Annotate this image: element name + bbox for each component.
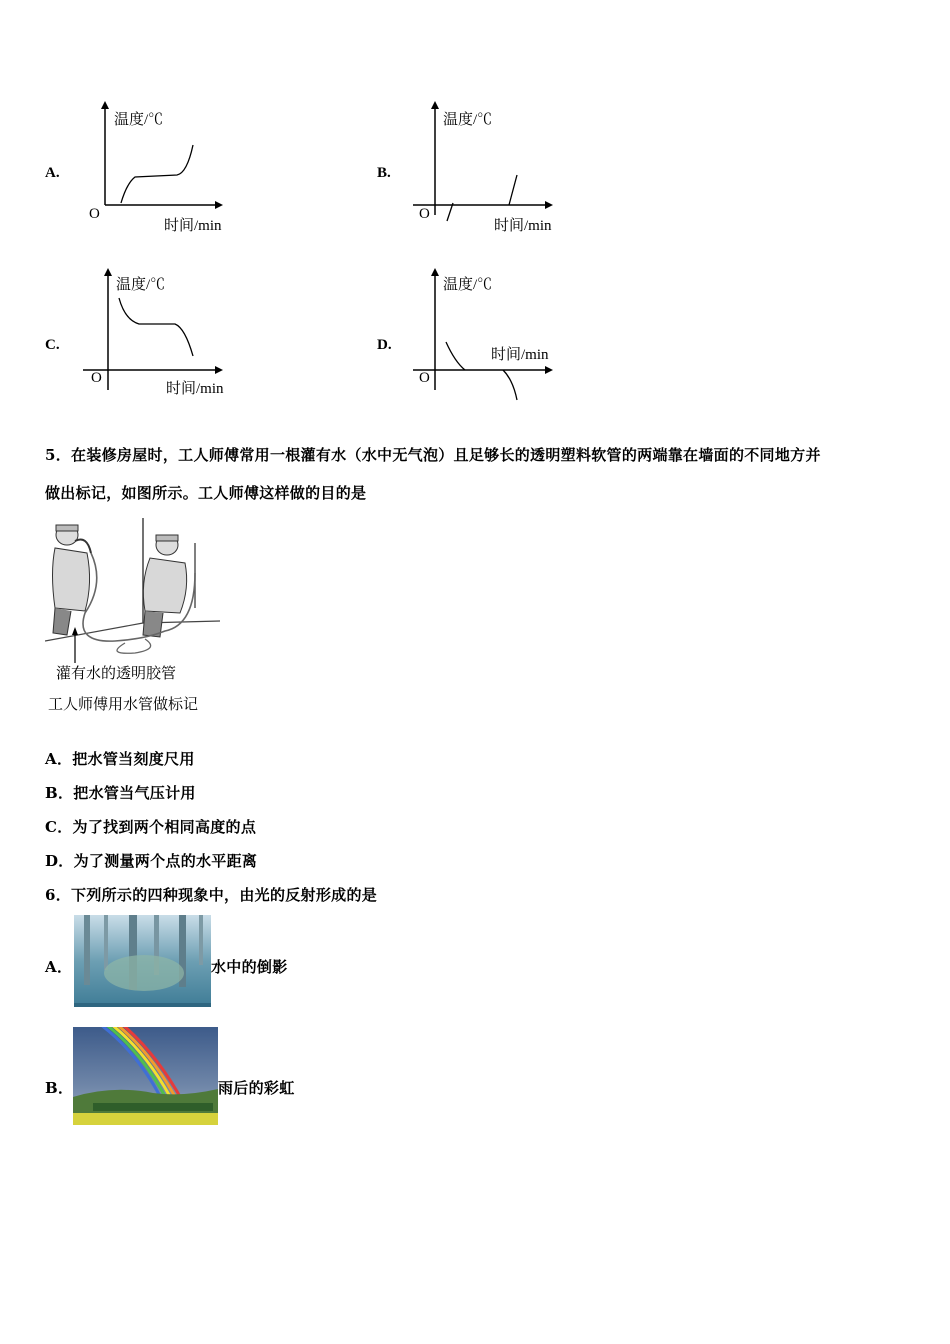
graph-c-origin: O <box>91 370 102 386</box>
graph-d-origin: O <box>419 370 430 386</box>
reflection-photo <box>74 915 211 1007</box>
q6-option-a-text: 水中的倒影 <box>211 958 288 976</box>
q5-option-c <box>45 816 256 837</box>
graph-c-y-label: 温度/℃ <box>116 277 166 293</box>
option-label: D． <box>45 852 74 870</box>
q6-option-b-text: 雨后的彩虹 <box>218 1079 295 1097</box>
q6-option-a-label: A． <box>45 958 73 976</box>
q5-stem-line1: 5．在装修房屋时，工人师傅常用一根灌有水（水中无气泡）且足够长的透明塑料软管的两端靠在墙面的不同地方并 <box>45 446 821 464</box>
figure-caption-title: 工人师傅用水管做标记 <box>48 695 199 713</box>
option-a-label: A. <box>45 165 60 181</box>
option-label: A． <box>45 750 73 768</box>
graph-d-y-label: 温度/℃ <box>443 277 493 293</box>
q5-stem-line2: 做出标记，如图所示。工人师傅这样做的目的是 <box>45 484 367 502</box>
option-label: C． <box>45 818 73 836</box>
graph-b-y-label: 温度/℃ <box>443 112 493 128</box>
rainbow-photo <box>73 1027 218 1125</box>
q6-option-b-label: B． <box>45 1079 74 1097</box>
graph-b-origin: O <box>419 206 430 222</box>
graph-a-x-label: 时间/min <box>164 218 222 234</box>
figure-caption-tube: 灌有水的透明胶管 <box>56 664 177 682</box>
option-d-label: D. <box>377 337 392 353</box>
q6-stem: 6．下列所示的四种现象中，由光的反射形成的是 <box>45 886 378 904</box>
graph-c-x-label: 时间/min <box>166 381 224 397</box>
option-c-label: C. <box>45 337 60 353</box>
worker-figure <box>45 513 225 663</box>
option-b-label: B. <box>377 165 391 181</box>
option-text: 把水管当气压计用 <box>73 784 196 802</box>
q5-option-b <box>45 782 196 803</box>
option-label: B． <box>45 784 74 802</box>
q5-option-d <box>45 850 257 871</box>
graph-d-x-label: 时间/min <box>491 347 549 363</box>
option-text: 把水管当刻度尺用 <box>72 750 195 768</box>
graph-a-y-label: 温度/℃ <box>114 112 164 128</box>
option-text: 为了测量两个点的水平距离 <box>73 852 258 870</box>
graph-a-origin: O <box>89 206 100 222</box>
graph-d <box>405 262 605 407</box>
option-text: 为了找到两个相同高度的点 <box>72 818 257 836</box>
graph-b-x-label: 时间/min <box>494 218 552 234</box>
q5-option-a <box>45 748 195 769</box>
